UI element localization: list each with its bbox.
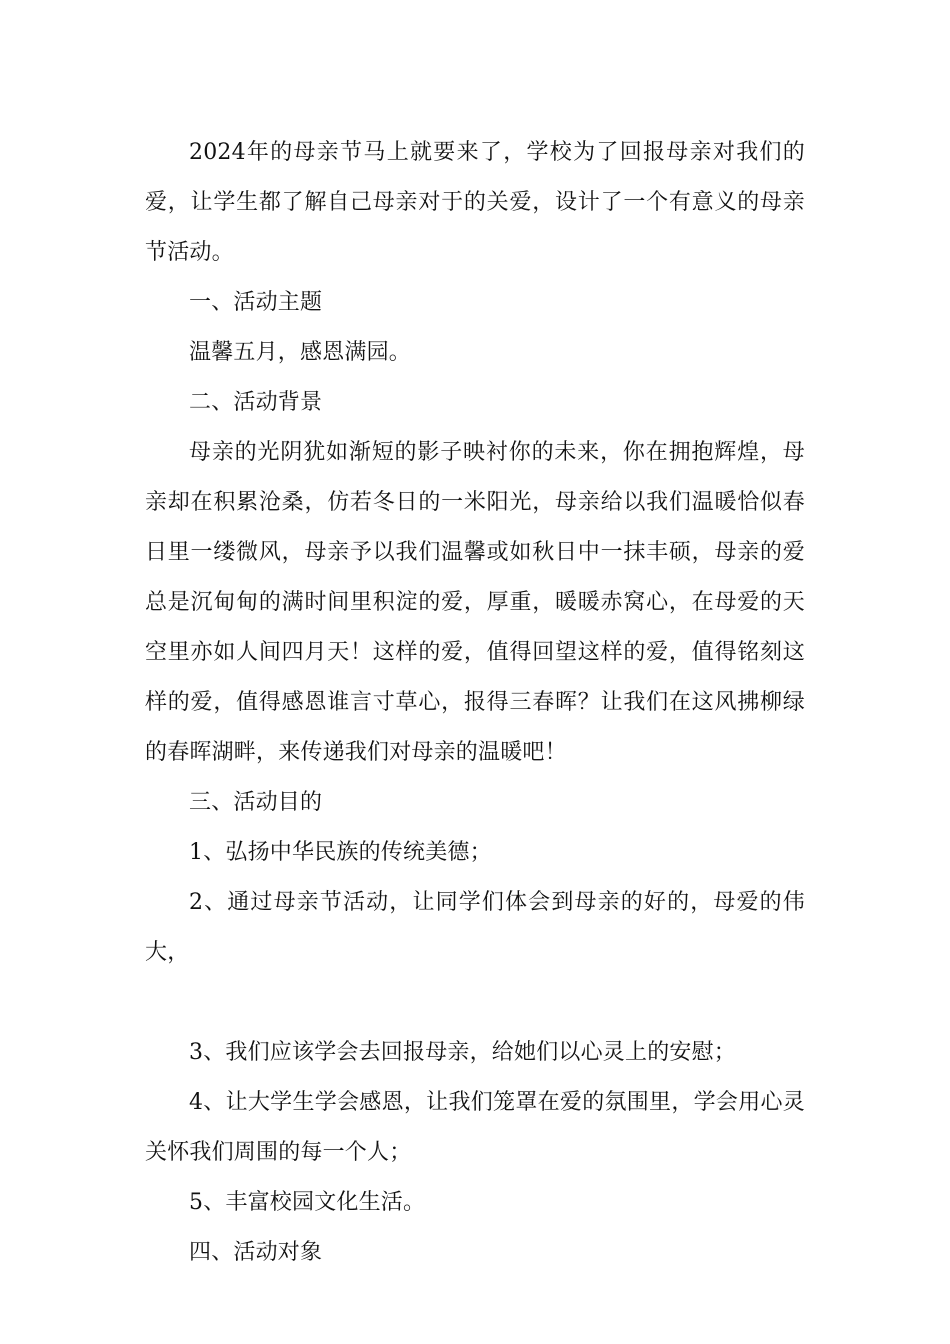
purpose-item-4: 4、让大学生学会感恩，让我们笼罩在爱的氛围里，学会用心灵关怀我们周围的每一个人； [145, 1090, 805, 1165]
section-heading-background: 二、活动背景 [189, 390, 323, 415]
purpose-item-2: 2、通过母亲节活动，让同学们体会到母亲的好的，母爱的伟大， [145, 890, 805, 965]
section-heading-purpose: 三、活动目的 [189, 790, 323, 815]
purpose-item-5: 5、丰富校园文化生活。 [189, 1190, 426, 1215]
document-body [145, 128, 805, 1278]
blank-line [145, 978, 805, 1028]
section-heading-theme: 一、活动主题 [189, 290, 323, 315]
theme-text: 温馨五月，感恩满园。 [189, 340, 412, 365]
purpose-item-3: 3、我们应该学会去回报母亲，给她们以心灵上的安慰； [189, 1040, 736, 1065]
intro-paragraph: 2024年的母亲节马上就要来了，学校为了回报母亲对我们的爱，让学生都了解自己母亲对于的关爱，设计了一个有意义的母亲节活动。 [145, 140, 805, 265]
section-heading-audience: 四、活动对象 [189, 1240, 323, 1265]
background-paragraph: 母亲的光阴犹如渐短的影子映衬你的未来，你在拥抱辉煌，母亲却在积累沧桑，仿若冬日的一米阳光，母亲给以我们温暖恰似春日里一缕微风，母亲予以我们温馨或如秋日中一抹丰硕，母亲的爱总是沉甸甸的满时间里积淀的爱，厚重，暖暖赤窝心，在母爱的天空里亦如人间四月天！这样的爱，值得回望这样的爱，值得铭刻这样的爱，值得感恩谁言寸草心，报得三春晖？让我们在这风拂柳绿的春晖湖畔，来传递我们对母亲的温暖吧！ [145, 440, 805, 765]
purpose-item-1: 1、弘扬中华民族的传统美德； [189, 840, 492, 865]
